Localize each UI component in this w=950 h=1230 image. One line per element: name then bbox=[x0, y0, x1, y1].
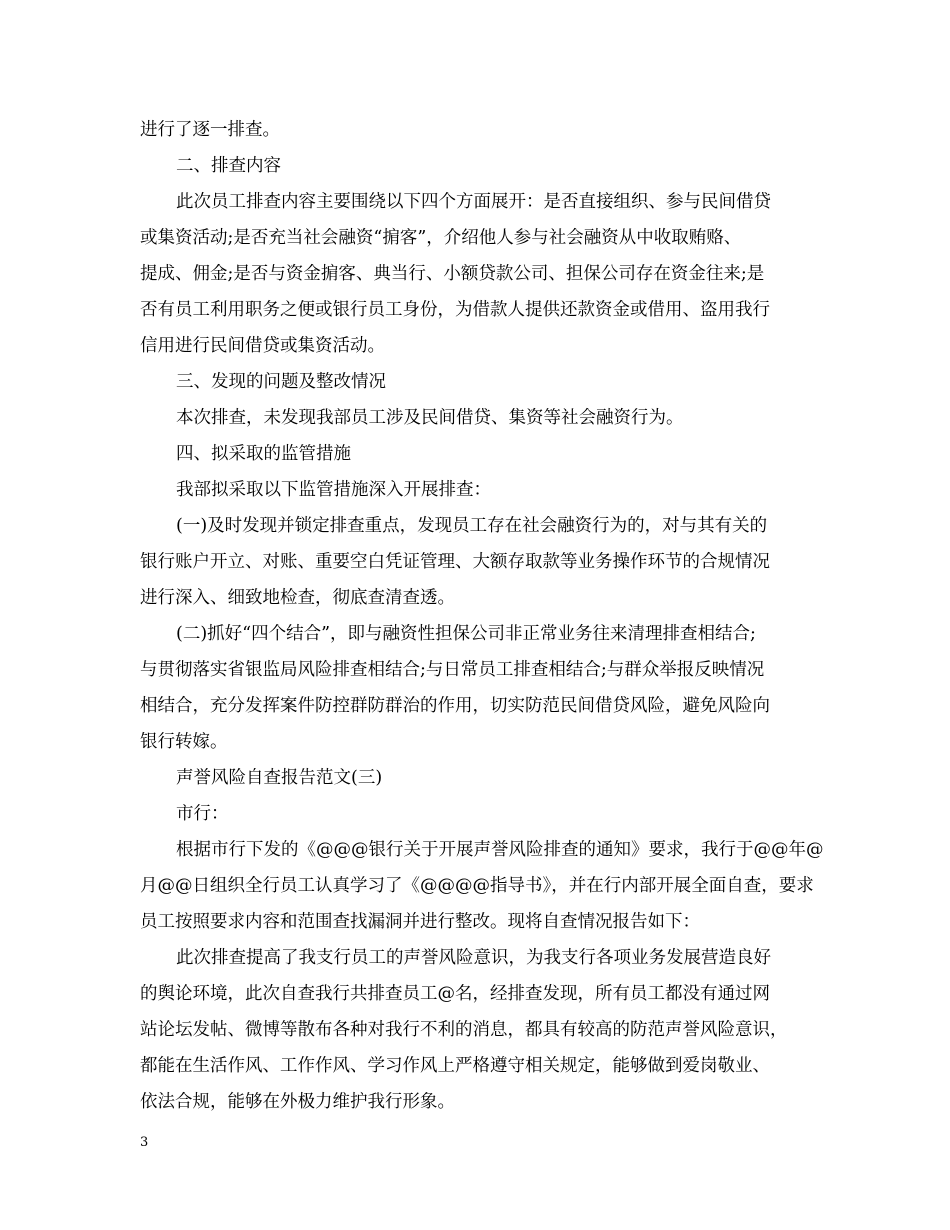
page-number: 3 bbox=[140, 1135, 149, 1150]
text-line: 银行转嫁。 bbox=[140, 732, 228, 752]
section-heading: 二、排查内容 bbox=[176, 156, 281, 176]
text-line: 的舆论环境，此次自查我行共排查员工@名，经排查发现，所有员工都没有通过网 bbox=[140, 984, 770, 1004]
text-line: 站论坛发帖、微博等散布各种对我行不利的消息，都具有较高的防范声誉风险意识， bbox=[140, 1020, 788, 1040]
text-line: 银行账户开立、对账、重要空白凭证管理、大额存取款等业务操作环节的合规情况 bbox=[140, 552, 770, 572]
section-heading: 四、拟采取的监管措施 bbox=[176, 444, 351, 464]
text-line: 信用进行民间借贷或集资活动。 bbox=[140, 336, 385, 356]
text-line: 进行深入、细致地检查，彻底查清查透。 bbox=[140, 588, 455, 608]
text-line: 员工按照要求内容和范围查找漏洞并进行整改。现将自查情况报告如下： bbox=[140, 912, 700, 932]
text-line: 根据市行下发的《@@@银行关于开展声誉风险排查的通知》要求，我行于@@年@ bbox=[176, 840, 824, 860]
salutation: 市行： bbox=[176, 804, 229, 824]
document-title: 声誉风险自查报告范文(三) bbox=[176, 768, 383, 788]
document-body bbox=[140, 112, 824, 1120]
text-line: 都能在生活作风、工作作风、学习作风上严格遵守相关规定，能够做到爱岗敬业、 bbox=[140, 1056, 770, 1076]
text-line: 依法合规，能够在外极力维护我行形象。 bbox=[140, 1092, 455, 1112]
text-line: (二)抓好“四个结合”，即与融资性担保公司非正常业务往来清理排查相结合; bbox=[176, 624, 756, 644]
text-line: 相结合，充分发挥案件防控群防群治的作用，切实防范民间借贷风险，避免风险向 bbox=[140, 696, 770, 716]
text-line: 与贯彻落实省银监局风险排查相结合;与日常员工排查相结合;与群众举报反映情况 bbox=[140, 660, 765, 680]
text-line: 此次排查提高了我支行员工的声誉风险意识，为我支行各项业务发展营造良好 bbox=[176, 948, 771, 968]
text-line: 我部拟采取以下监管措施深入开展排查： bbox=[176, 480, 491, 500]
text-line: 此次员工排查内容主要围绕以下四个方面展开：是否直接组织、参与民间借贷 bbox=[176, 192, 771, 212]
text-line: 否有员工利用职务之便或银行员工身份，为借款人提供还款资金或借用、盗用我行 bbox=[140, 300, 770, 320]
text-line: 进行了逐一排查。 bbox=[140, 120, 280, 140]
text-line: (一)及时发现并锁定排查重点，发现员工存在社会融资行为的，对与其有关的 bbox=[176, 516, 768, 536]
text-line: 提成、佣金;是否与资金掮客、典当行、小额贷款公司、担保公司存在资金往来;是 bbox=[140, 264, 765, 284]
text-line: 或集资活动;是否充当社会融资“掮客”，介绍他人参与社会融资从中收取贿赂、 bbox=[140, 228, 742, 248]
text-line: 月@@日组织全行员工认真学习了《@@@@指导书》，并在行内部开展全面自查，要求 bbox=[140, 876, 814, 896]
section-heading: 三、发现的问题及整改情况 bbox=[176, 372, 386, 392]
text-line: 本次排查，未发现我部员工涉及民间借贷、集资等社会融资行为。 bbox=[176, 408, 684, 428]
